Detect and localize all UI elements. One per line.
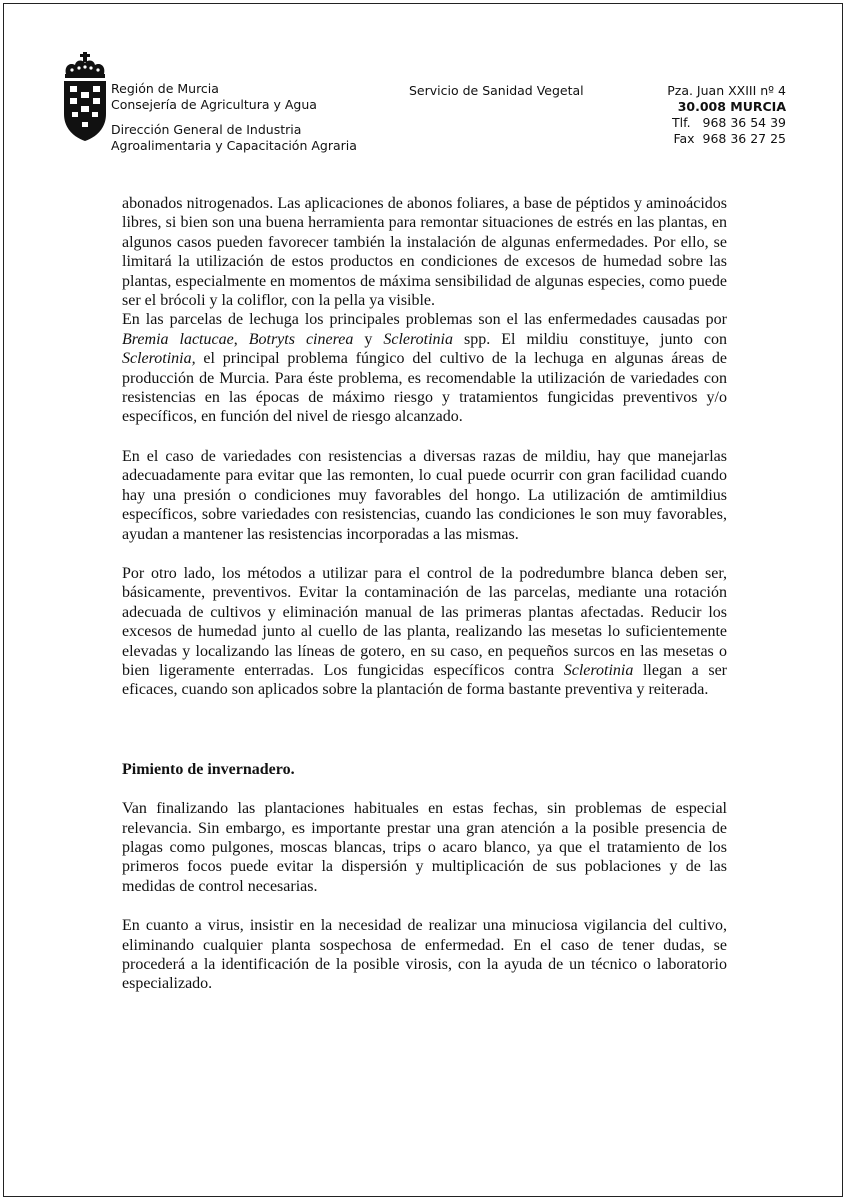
species-name: Sclerotinia <box>383 330 453 348</box>
paragraph: abonados nitrogenados. Las aplicaciones de abonos foliares, a base de péptidos y aminoácidos libres, si bien son una buena herramienta para remontar situaciones de estrés en las plantas, en algunos casos pueden favorecer también la instalación de algunas enfermedades. Por ello, se limitará la utilización de estos productos en condiciones de excesos de humedad sobre las plantas, especialmente en momentos de máxima sensibilidad de algunas especies, como puede ser el brócoli y la coliflor, con la pella ya visible. <box>122 195 727 310</box>
species-name: Sclerotinia, <box>122 350 196 368</box>
section-heading: Pimiento de invernadero. <box>122 760 295 778</box>
phone-line: Tlf. 968 36 54 39 <box>672 115 786 130</box>
org-name: Región de Murcia <box>111 81 219 96</box>
header-contact-block <box>640 83 786 147</box>
directorate-line-1: Dirección General de Industria <box>111 122 302 137</box>
species-name: Bremia lactucae <box>122 330 234 348</box>
paragraph: En cuanto a virus, insistir en la necesidad de realizar una minuciosa vigilancia del cultivo, eliminando cualquier planta sospechosa de enfermedad. En el caso de tener dudas, se procederá a la identificación de la posible virosis, con la ayuda de un técnico o laboratorio especializado. <box>122 917 727 993</box>
address-line: Pza. Juan XXIII nº 4 <box>667 83 786 98</box>
paragraph: Por otro lado, los métodos a utilizar para el control de la podredumbre blanca deben ser, básicamente, preventivos. Evitar la contaminación de las parcelas, mediante una rotación adecuada de cultivos y eliminación manual de las primeras plantas afectadas. Reducir los excesos de humedad junto al cuello de las planta, realizando las mesetas lo suficientemente elevadas y localizando las líneas de gotero, en su caso, en pequeños surcos en las mesetas o bien ligeramente enterradas. Los fungicidas específicos contra Sclerotinia llegan a ser eficaces, cuando son aplicados sobre la plantación de forma bastante preventiva y reiterada. <box>122 564 727 699</box>
species-name: Botryts cinerea <box>248 330 354 348</box>
paragraph: En las parcelas de lechuga los principales problemas son el las enfermedades causadas por Bremia lactucae, Botryts cinerea y Sclerotinia spp. El mildiu constituye, junto con Sclerotinia, el principal problema fúngico del cultivo de la lechuga en algunas áreas de producción de Murcia. Para éste problema, es recomendable la utilización de variedades con resistencias en las épocas de máximo riesgo y tratamientos fungicidas preventivos y/o específicos, en función del nivel de riesgo alcanzado. <box>122 311 728 426</box>
service-name: Servicio de Sanidad Vegetal <box>409 83 584 98</box>
directorate-line-2: Agroalimentaria y Capacitación Agraria <box>111 138 357 153</box>
paragraph: En el caso de variedades con resistencias a diversas razas de mildiu, hay que manejarlas adecuadamente para evitar que las remonten, lo cual puede ocurrir con gran facilidad cuando hay una presión o condiciones muy favorables del hongo. La utilización de amtimildius específicos, sobre variedades con resistencias, cuando las condiciones le son muy favorables, ayudan a mantener las resistencias incorporadas a las mismas. <box>122 447 727 543</box>
paragraph: Van finalizando las plantaciones habituales en estas fechas, sin problemas de especial relevancia. Sin embargo, es importante prestar una gran atención a la posible presencia de plagas como pulgones, moscas blancas, trips o acaro blanco, ya que el tratamiento de los primeros focos puede evitar la dispersión y multiplicación de sus poblaciones y de las medidas de control necesarias. <box>122 800 727 895</box>
document-body <box>122 194 727 994</box>
city-line: 30.008 MURCIA <box>677 99 786 114</box>
org-department: Consejería de Agricultura y Agua <box>111 97 317 112</box>
header-organization-block <box>111 81 357 154</box>
species-name: Sclerotinia <box>563 661 634 679</box>
region-murcia-crest-icon <box>62 50 108 142</box>
fax-line: Fax 968 36 27 25 <box>673 131 786 146</box>
